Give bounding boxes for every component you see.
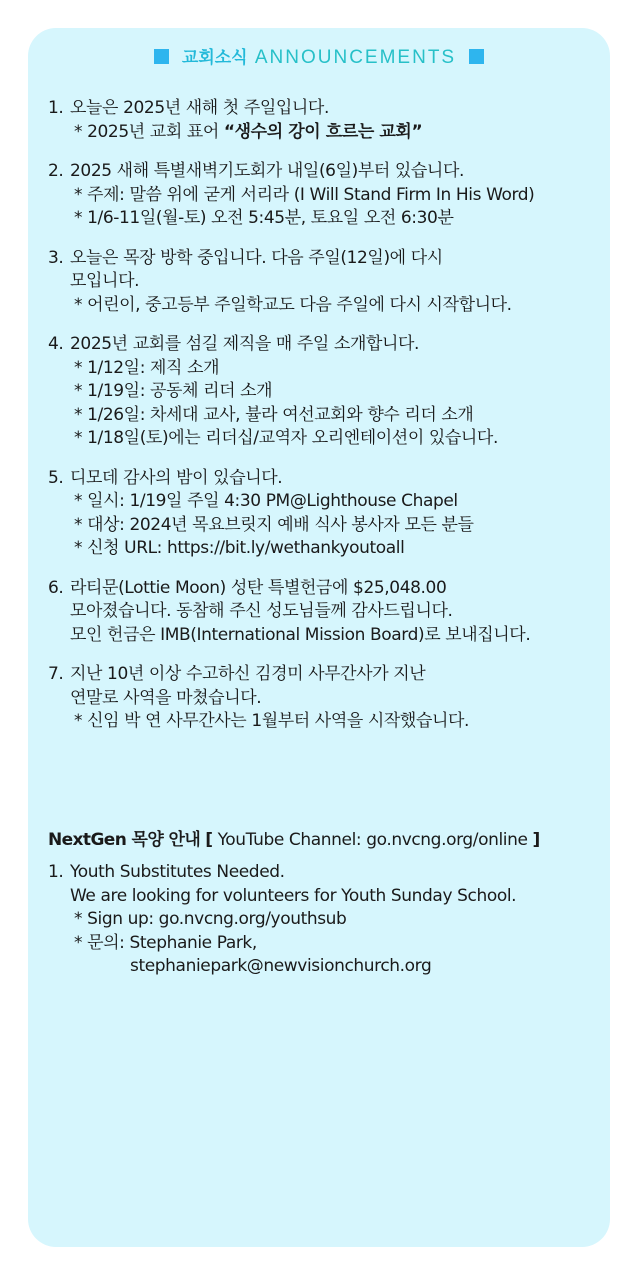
nextgen-heading xyxy=(48,825,540,850)
announcement-item xyxy=(48,663,608,734)
item-line: 오늘은 목장 방학 중입니다. 다음 주일(12일)에 다시 xyxy=(70,247,443,268)
item-number: 1. xyxy=(48,862,64,882)
square-icon xyxy=(154,49,169,64)
item-line: 디모데 감사의 밤이 있습니다. xyxy=(70,467,283,488)
youtube-channel-link[interactable]: YouTube Channel: go.nvcng.org/online xyxy=(212,830,533,850)
contact-line: * 문의: Stephanie Park, xyxy=(74,932,257,953)
signup-link[interactable]: * Sign up: go.nvcng.org/youthsub xyxy=(74,909,347,929)
item-line: We are looking for volunteers for Youth Sunday School. xyxy=(70,885,517,906)
item-subline: * 1/19일: 공동체 리더 소개 xyxy=(74,381,273,401)
church-motto: “생수의 강이 흐르는 교회” xyxy=(223,121,423,142)
item-subline: * 일시: 1/19일 주일 4:30 PM@Lighthouse Chapel xyxy=(74,491,458,511)
announcement-item xyxy=(48,333,608,451)
announcement-list xyxy=(48,97,608,750)
item-line: Youth Substitutes Needed. xyxy=(70,862,285,882)
header-title-kr: 교회소식 xyxy=(181,48,248,68)
nextgen-item xyxy=(48,861,608,979)
item-line: 지난 10년 이상 수고하신 김경미 사무간사가 지난 xyxy=(70,664,426,684)
item-subline: * 어린이, 중고등부 주일학교도 다음 주일에 다시 시작합니다. xyxy=(74,294,512,315)
contact-email[interactable]: stephaniepark@newvisionchurch.org xyxy=(130,956,432,976)
item-line: 2025년 교회를 섬길 제직을 매 주일 소개합니다. xyxy=(70,334,420,354)
motto-line xyxy=(70,121,608,145)
square-icon xyxy=(469,49,484,64)
item-line: 오늘은 2025년 새해 첫 주일입니다. xyxy=(70,98,329,118)
header-title-en: ANNOUNCEMENTS xyxy=(254,47,457,68)
item-number: 1. xyxy=(48,98,64,118)
item-line: 연말로 사역을 마쳤습니다. xyxy=(70,687,262,708)
item-subline: * 대상: 2024년 목요브릿지 예배 식사 봉사자 모든 분들 xyxy=(74,514,474,535)
item-subline: * 1/6-11일(월-토) 오전 5:45분, 토요일 오전 6:30분 xyxy=(74,208,454,228)
nextgen-list xyxy=(48,861,608,995)
item-number: 5. xyxy=(48,467,64,488)
item-subline: * 신청 URL: https://bit.ly/wethankyoutoall xyxy=(74,538,405,558)
announcement-item xyxy=(48,577,608,648)
bracket-close: ] xyxy=(532,830,540,850)
announcement-item xyxy=(48,97,608,144)
nextgen-title: NextGen 목양 안내 xyxy=(48,830,201,850)
item-number: 2. xyxy=(48,161,64,181)
item-subline: * 1/26일: 차세대 교사, 뷸라 여선교회와 향수 리더 소개 xyxy=(74,404,474,425)
item-line: 라티문(Lottie Moon) 성탄 특별헌금에 $25,048.00 xyxy=(70,577,447,598)
item-subline: * 신임 박 연 사무간사는 1월부터 사역을 시작했습니다. xyxy=(74,711,470,731)
bracket-open: [ xyxy=(205,830,213,850)
item-subline: * 1/18일(토)에는 리더십/교역자 오리엔테이션이 있습니다. xyxy=(74,428,498,448)
announcement-item xyxy=(48,467,608,561)
motto-prefix: * 2025년 교회 표어 xyxy=(74,121,224,142)
item-line: 모입니다. xyxy=(70,271,140,291)
item-number: 4. xyxy=(48,334,64,354)
item-subline: * 1/12일: 제직 소개 xyxy=(74,357,220,378)
item-line: 모아졌습니다. 동참해 주신 성도님들께 감사드립니다. xyxy=(70,601,453,621)
announcements-header xyxy=(0,43,638,69)
announcement-item xyxy=(48,160,608,231)
item-subline: * 주제: 말씀 위에 굳게 서리라 (I Will Stand Firm In His Word) xyxy=(74,184,535,205)
item-line: 모인 헌금은 IMB(International Mission Board)로 보내집니다. xyxy=(70,624,531,645)
item-number: 3. xyxy=(48,247,64,268)
item-number: 6. xyxy=(48,577,64,598)
item-line: 2025 새해 특별새벽기도회가 내일(6일)부터 있습니다. xyxy=(70,161,464,181)
announcement-item xyxy=(48,247,608,318)
item-number: 7. xyxy=(48,664,64,684)
